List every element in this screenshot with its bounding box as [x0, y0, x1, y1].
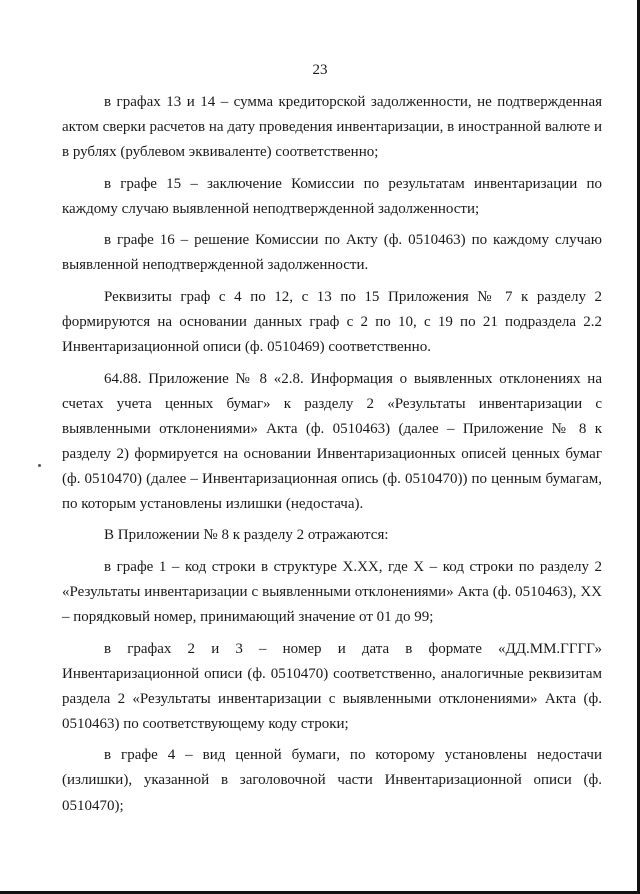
paragraph-graph-16: в графе 16 – решение Комиссии по Акту (ф. 0510463) по каждому случаю выявленной неподтвержденной задолженности. — [62, 232, 602, 274]
paragraph-requisites: Реквизиты граф с 4 по 12, с 13 по 15 Приложения № 7 к разделу 2 формируются на основании данных граф с 2 по 10, с 19 по 21 подраздела 2.2 Инвентаризационной описи (ф. 0510469) соответственно. — [62, 288, 602, 356]
paragraph-graph-15: в графе 15 – заключение Комиссии по результатам инвентаризации по каждому случаю выявленной неподтвержденной задолженности; — [62, 175, 602, 217]
paragraph-graphs-13-14: в графах 13 и 14 – сумма кредиторской задолженности, не подтвержденная актом сверки расчетов на дату проведения инвентаризации, в иностранной валюте и в рублях (рублевом эквиваленте) соответственно; — [62, 94, 602, 161]
scan-speck — [38, 464, 41, 467]
paragraph-appendix-8-intro: В Приложении № 8 к разделу 2 отражаются: — [104, 527, 389, 544]
paragraph-graphs-2-3: в графах 2 и 3 – номер и дата в формате «ДД.ММ.ГГГГ» Инвентаризационной описи (ф. 0510470) соответственно, аналогичные реквизитам раздела 2 «Результаты инвентаризации с выявленными отклонениями» Акта (ф. 0510463) по соответствующему коду строки; — [62, 640, 602, 732]
paragraph-graph-4: в графе 4 – вид ценной бумаги, по которому установлены недостачи (излишки), указанной в заголовочной части Инвентаризационной описи (ф. 0510470); — [62, 747, 602, 814]
page-number: 23 — [312, 62, 328, 78]
document-body — [62, 90, 602, 825]
paragraph-64-88: 64.88. Приложение № 8 «2.8. Информация о выявленных отклонениях на счетах учета ценных бумаг» к разделу 2 «Результаты инвентаризации с выявленными отклонениями» Акта (ф. 0510463) (далее – Приложение № 8 к разделу 2) формируется на основании Инвентаризационных описей ценных бумаг (ф. 0510470) (далее – Инвентаризационная опись (ф. 0510470)) по ценным бумагам, по которым установлены излишки (недостача). — [62, 370, 602, 512]
paragraph-graph-1: в графе 1 – код строки в структуре Х.ХХ, где Х – код строки по разделу 2 «Результаты инвентаризации с выявленными отклонениями» Акта (ф. 0510463), ХХ – порядковый номер, принимающий значение от 01 до 99; — [62, 558, 602, 626]
